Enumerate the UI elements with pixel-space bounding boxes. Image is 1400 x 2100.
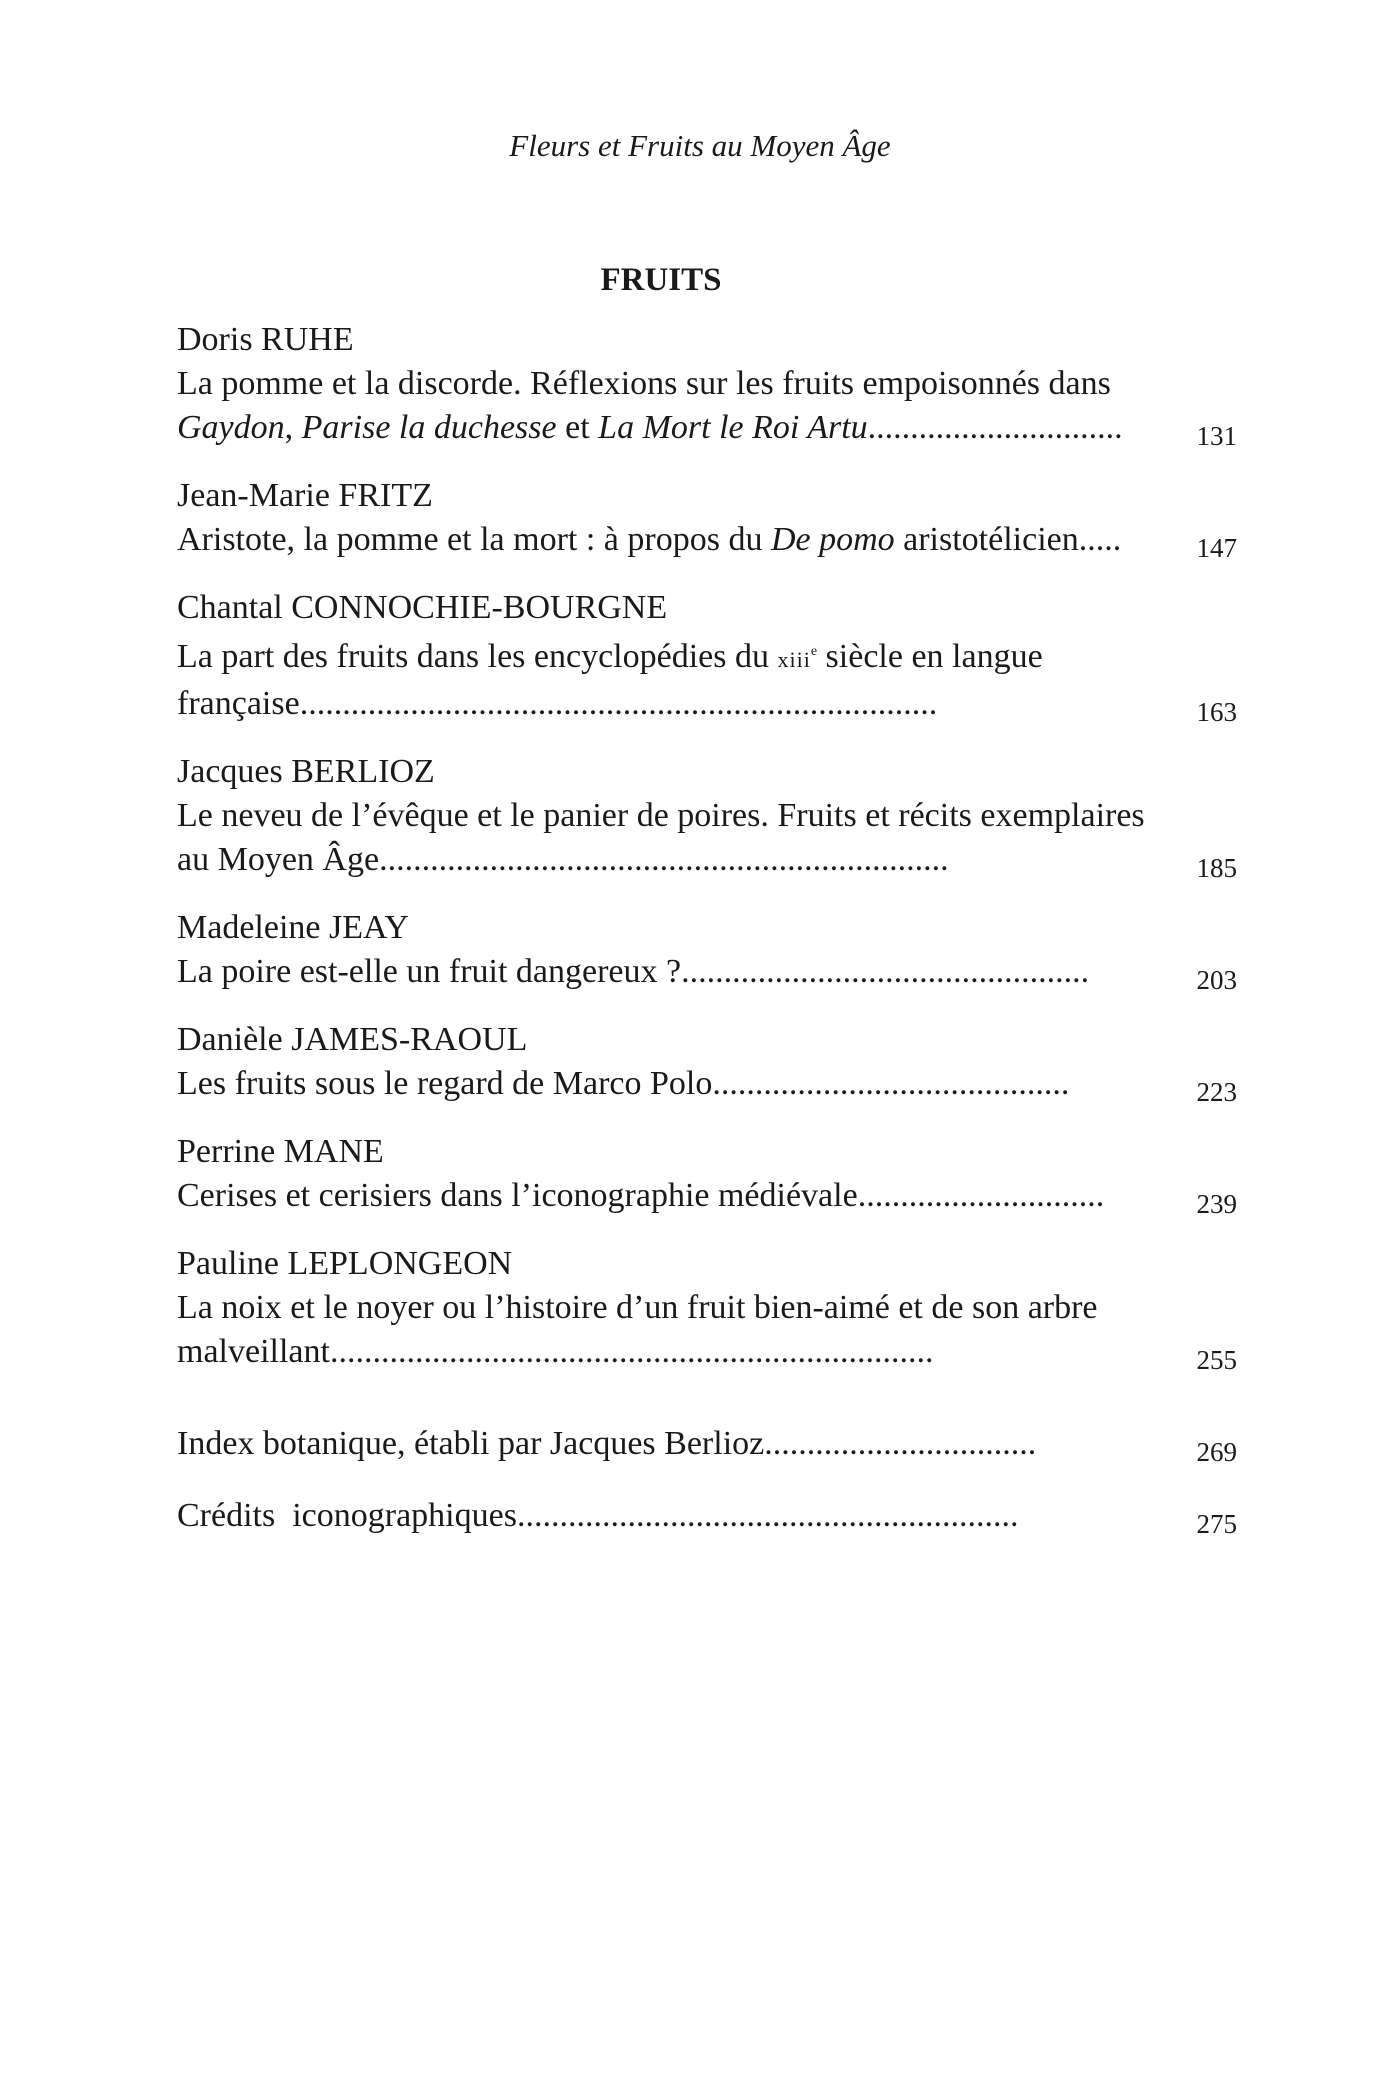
toc-entry	[177, 750, 1237, 882]
leader-dots: ..............................	[867, 409, 1123, 446]
toc-entry	[177, 318, 1237, 450]
back-matter	[177, 1422, 1237, 1538]
toc-page-number: 269	[1196, 1437, 1237, 1467]
toc-title: La part des fruits dans les encyclopédies du xiii$^e$ siècle en langue française...........................................................................	[177, 638, 1043, 722]
toc-page-number: 203	[1196, 965, 1237, 995]
toc-title: Cerises et cerisiers dans l’iconographie médiévale.............................	[177, 1177, 1105, 1214]
toc-page-number: 255	[1196, 1345, 1237, 1375]
toc-author: Madeleine JEAY	[177, 909, 409, 946]
toc-author: Doris RUHE	[177, 321, 354, 358]
toc-entry	[177, 1242, 1237, 1374]
toc-page-number: 163	[1196, 697, 1237, 727]
toc-page-number: 239	[1196, 1189, 1237, 1219]
toc-author: Danièle JAMES-RAOUL	[177, 1021, 528, 1058]
leader-dots: .......................................................................	[329, 1333, 934, 1370]
toc-title: Le neveu de l’évêque et le panier de poires. Fruits et récits exemplaires au Moyen Âge...................................................................	[177, 797, 1145, 878]
leader-dots: ..........................................	[712, 1065, 1070, 1102]
leader-dots: .............................	[857, 1177, 1105, 1214]
toc-title: Index botanique, établi par Jacques Berlioz................................	[177, 1425, 1037, 1462]
toc-page-number: 223	[1196, 1077, 1237, 1107]
toc-author: Chantal CONNOCHIE-BOURGNE	[177, 589, 668, 626]
toc-entry	[177, 1494, 1237, 1538]
leader-dots: ................................................	[681, 953, 1090, 990]
table-of-contents	[177, 318, 1237, 1566]
toc-entry	[177, 1130, 1237, 1218]
section-title: FRUITS	[600, 262, 722, 298]
toc-entry	[177, 906, 1237, 994]
toc-entry	[177, 474, 1237, 562]
toc-author: Jean-Marie FRITZ	[177, 477, 433, 514]
toc-title: Crédits iconographiques...........................................................	[177, 1497, 1019, 1534]
toc-title: La pomme et la discorde. Réflexions sur les fruits empoisonnés dans Gaydon, Parise la duchesse et La Mort le Roi Artu..............................	[177, 365, 1123, 446]
leader-dots: ...........................................................	[516, 1497, 1019, 1534]
leader-dots: .....	[1078, 521, 1122, 558]
toc-author: Pauline LEPLONGEON	[177, 1245, 513, 1282]
toc-entry	[177, 586, 1237, 726]
leader-dots: ...................................................................	[379, 841, 949, 878]
toc-entry	[177, 1018, 1237, 1106]
leader-dots: ................................	[764, 1425, 1037, 1462]
toc-title: La noix et le noyer ou l’histoire d’un fruit bien-aimé et de son arbre malveillant.......................................................................	[177, 1289, 1098, 1370]
toc-page-number: 131	[1196, 421, 1237, 451]
toc-entry	[177, 1422, 1237, 1466]
toc-author: Jacques BERLIOZ	[177, 753, 435, 790]
toc-page-number: 185	[1196, 853, 1237, 883]
toc-page-number: 275	[1196, 1509, 1237, 1539]
toc-title: Aristote, la pomme et la mort : à propos du De pomo aristotélicien.....	[177, 521, 1122, 558]
leader-dots: ...........................................................................	[299, 685, 938, 722]
toc-page-number: 147	[1196, 533, 1237, 563]
running-head: Fleurs et Fruits au Moyen Âge	[509, 128, 891, 163]
toc-author: Perrine MANE	[177, 1133, 384, 1170]
toc-title: Les fruits sous le regard de Marco Polo..........................................	[177, 1065, 1070, 1102]
toc-title: La poire est-elle un fruit dangereux ?................................................	[177, 953, 1090, 990]
